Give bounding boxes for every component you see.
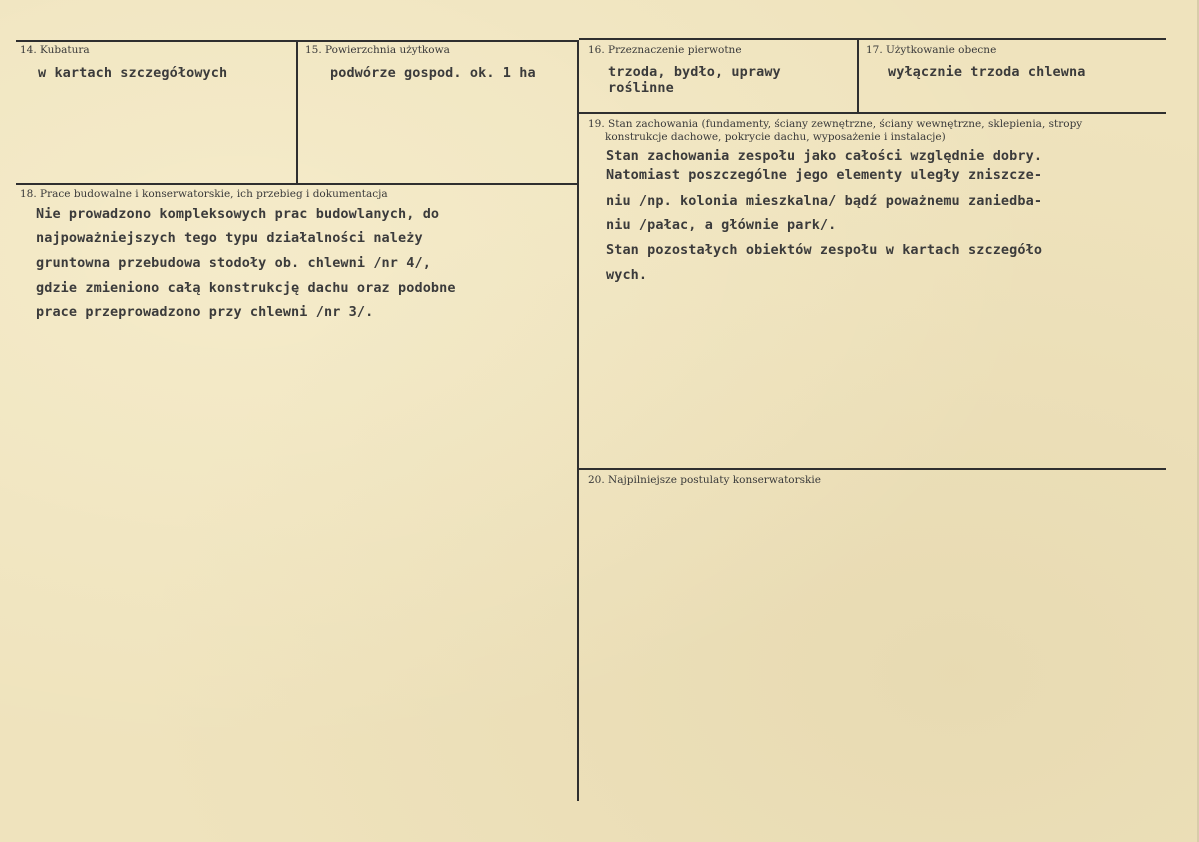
field-19-line-5: Stan pozostałych obiektów zespołu w kartach szczegóło — [606, 242, 1043, 258]
field-17-value: wyłącznie trzoda chlewna — [888, 64, 1086, 80]
field-18-line-5: prace przeprowadzono przy chlewni /nr 3/. — [36, 304, 374, 320]
rule-19-top — [579, 112, 1166, 114]
field-19-line-1: Stan zachowania zespołu jako całości względnie dobry. — [606, 148, 1043, 164]
field-15-value: podwórze gospod. ok. 1 ha — [330, 65, 536, 81]
rule-20-top — [579, 468, 1166, 470]
field-19-line-3: niu /np. kolonia mieszkalna/ bądź poważnemu zaniedba- — [606, 193, 1043, 209]
field-19-line-2: Natomiast poszczególne jego elementy uległy zniszcze- — [606, 167, 1043, 183]
field-18-line-4: gdzie zmieniono całą konstrukcję dachu oraz podobne — [36, 280, 456, 296]
divider-14-15 — [296, 41, 298, 183]
divider-16-17 — [857, 40, 859, 112]
field-17-label: 17. Użytkowanie obecne — [866, 44, 997, 56]
rule-18-top — [16, 183, 578, 185]
center-divider — [577, 40, 579, 801]
top-rule-right — [579, 38, 1166, 40]
field-15-label: 15. Powierzchnia użytkowa — [305, 44, 450, 56]
field-16-line-1: trzoda, bydło, uprawy — [608, 64, 781, 80]
field-14-value: w kartach szczegółowych — [38, 65, 228, 81]
field-18-line-1: Nie prowadzono kompleksowych prac budowlanych, do — [36, 206, 440, 222]
field-20-label: 20. Najpilniejsze postulaty konserwatorskie — [588, 474, 821, 486]
field-14-label: 14. Kubatura — [20, 44, 90, 56]
field-19-label-line-2: konstrukcje dachowe, pokrycie dachu, wyposażenie i instalacje) — [605, 131, 946, 143]
field-16-line-2: roślinne — [608, 80, 674, 96]
field-19-line-4: niu /pałac, a głównie park/. — [606, 217, 837, 233]
field-16-label: 16. Przeznaczenie pierwotne — [588, 44, 742, 56]
field-18-line-2: najpoważniejszych tego typu działalności należy — [36, 230, 423, 246]
field-19-line-6: wych. — [606, 267, 648, 283]
field-18-label: 18. Prace budowalne i konserwatorskie, ich przebieg i dokumentacja — [20, 188, 388, 200]
field-18-line-3: gruntowna przebudowa stodoły ob. chlewni /nr 4/, — [36, 255, 431, 271]
field-19-label-line-1: 19. Stan zachowania (fundamenty, ściany zewnętrzne, ściany wewnętrzne, sklepienia, stropy — [588, 118, 1083, 130]
